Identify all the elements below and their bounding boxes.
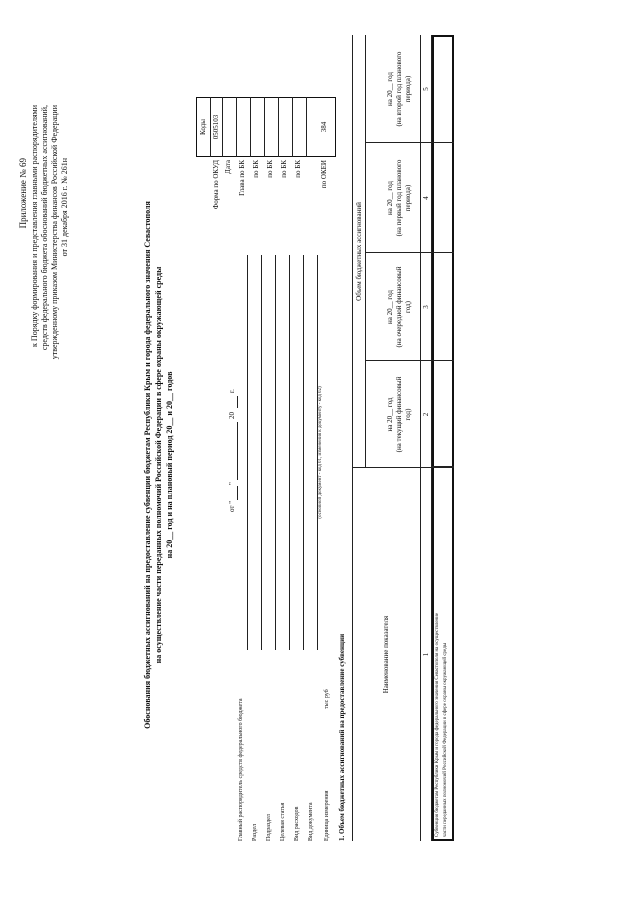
col-name-header: Наименование показателя	[382, 615, 390, 694]
date-day-blank	[237, 486, 238, 500]
col3-l1: на 20__ год	[386, 181, 394, 215]
row1-name-line-1: Субвенция бюджетам Республики Крым и города федерального значения Севастополя на осуществление	[435, 612, 440, 837]
row-sep-1	[432, 466, 454, 468]
col3-l3: периода)	[404, 184, 412, 212]
section-label: Раздел	[252, 824, 258, 841]
subsection-label: Подраздел	[266, 814, 272, 841]
codes-divider	[306, 97, 307, 157]
date-quote: "	[228, 482, 236, 485]
appendix-line-1: к Порядку формирования и представления главными распорядителями	[30, 105, 39, 347]
codes-divider	[222, 97, 223, 157]
num-col-5: 5	[421, 87, 430, 91]
date-prefix: от "	[228, 500, 236, 512]
po-bk-label-2: по БК	[266, 160, 274, 178]
document-title-line-1: Обоснования бюджетных ассигнований на предоставление субвенции бюджетам Республики Крым и города федерального значения Севастополя	[143, 201, 152, 729]
section1-title: 1. Объем бюджетных ассигнований на предоставление субвенции	[338, 633, 346, 841]
date-year-blank	[237, 396, 238, 408]
target-item-line	[289, 255, 290, 650]
num-col-1: 1	[421, 652, 430, 657]
appendix-line-4: от 31 декабря 2016 г. № 261н	[60, 158, 69, 257]
doc-type-label: Вид документа	[308, 802, 314, 841]
row1-name-line-2: части переданных полномочий Российской Федерации в сфере охраны окружающей среды	[443, 642, 448, 837]
po-bk-label-1: по БК	[252, 160, 260, 178]
row-sep-4	[432, 142, 454, 143]
num-col-4: 4	[421, 196, 430, 200]
main-manager-line	[247, 255, 248, 650]
codes-divider	[236, 97, 237, 157]
codes-divider	[278, 97, 279, 157]
unit-label: Единица измерения	[324, 790, 330, 841]
col3-l2: (на первый год планового	[395, 159, 403, 237]
col1-l2: (на текущий финансовый	[395, 376, 403, 453]
col2-l2: (на очередной финансовый	[395, 266, 403, 348]
subsection-line	[275, 255, 276, 650]
okei-label: по ОКЕИ	[320, 160, 328, 189]
expense-type-label: Вид расходов	[294, 806, 300, 841]
okei-value: 384	[320, 121, 328, 133]
col4-l1: на 20__ год	[386, 72, 394, 106]
codes-divider	[292, 97, 293, 157]
target-item-label: Целевая статья	[280, 802, 286, 841]
num-col-3: 3	[421, 305, 430, 309]
appendix-line-2: средств федерального бюджета обоснований бюджетных ассигнований,	[40, 105, 49, 351]
expense-type-line	[303, 255, 304, 650]
po-bk-label-4: по БК	[294, 160, 302, 178]
po-bk-label-3: по БК	[280, 160, 288, 178]
okud-value: 0505103	[212, 114, 220, 140]
codes-divider	[250, 97, 251, 157]
codes-header: Коды	[199, 119, 207, 135]
group-header: Объем бюджетных ассигнований	[354, 202, 363, 301]
row-sep-2	[432, 360, 454, 361]
codes-divider	[264, 97, 265, 157]
num-col-2: 2	[421, 412, 430, 417]
appendix-number: Приложение № 69	[18, 158, 28, 229]
main-manager-label: Главный распорядитель средств федерального бюджета	[238, 698, 244, 841]
col1-l1: на 20__ год	[386, 397, 394, 432]
section-line	[261, 255, 262, 650]
okud-label: Форма по ОКУД	[212, 160, 220, 210]
date-month-blank	[237, 422, 238, 480]
row-sep-3	[432, 252, 454, 253]
codes-divider	[210, 97, 211, 157]
unit-value: тыс руб	[324, 689, 330, 709]
appendix-line-3: утвержденному приказом Министерства финансов Российской Федерации	[50, 105, 59, 360]
col1-l3: год)	[404, 408, 412, 421]
date-year-suffix: г.	[228, 389, 236, 393]
document-title-line-2: на осуществление части переданных полномочий Российской Федерации в сфере охраны окружающей среды	[154, 266, 163, 664]
col4-l2: (на второй год планового	[395, 51, 403, 127]
col4-l3: периода)	[404, 75, 412, 103]
col2-l1: на 20__ год	[386, 290, 394, 324]
glava-label: Глава по БК	[238, 160, 246, 196]
document-title-line-3: на 20__ год и на плановый период 20__ и 20__ годов	[165, 371, 174, 559]
doc-type-hint: (основной документ - код 01, изменения к документу - код 02)	[318, 386, 323, 519]
date-year-prefix: 20	[228, 412, 236, 419]
date-label: Дата	[224, 160, 232, 174]
col2-l3: год)	[404, 301, 412, 313]
